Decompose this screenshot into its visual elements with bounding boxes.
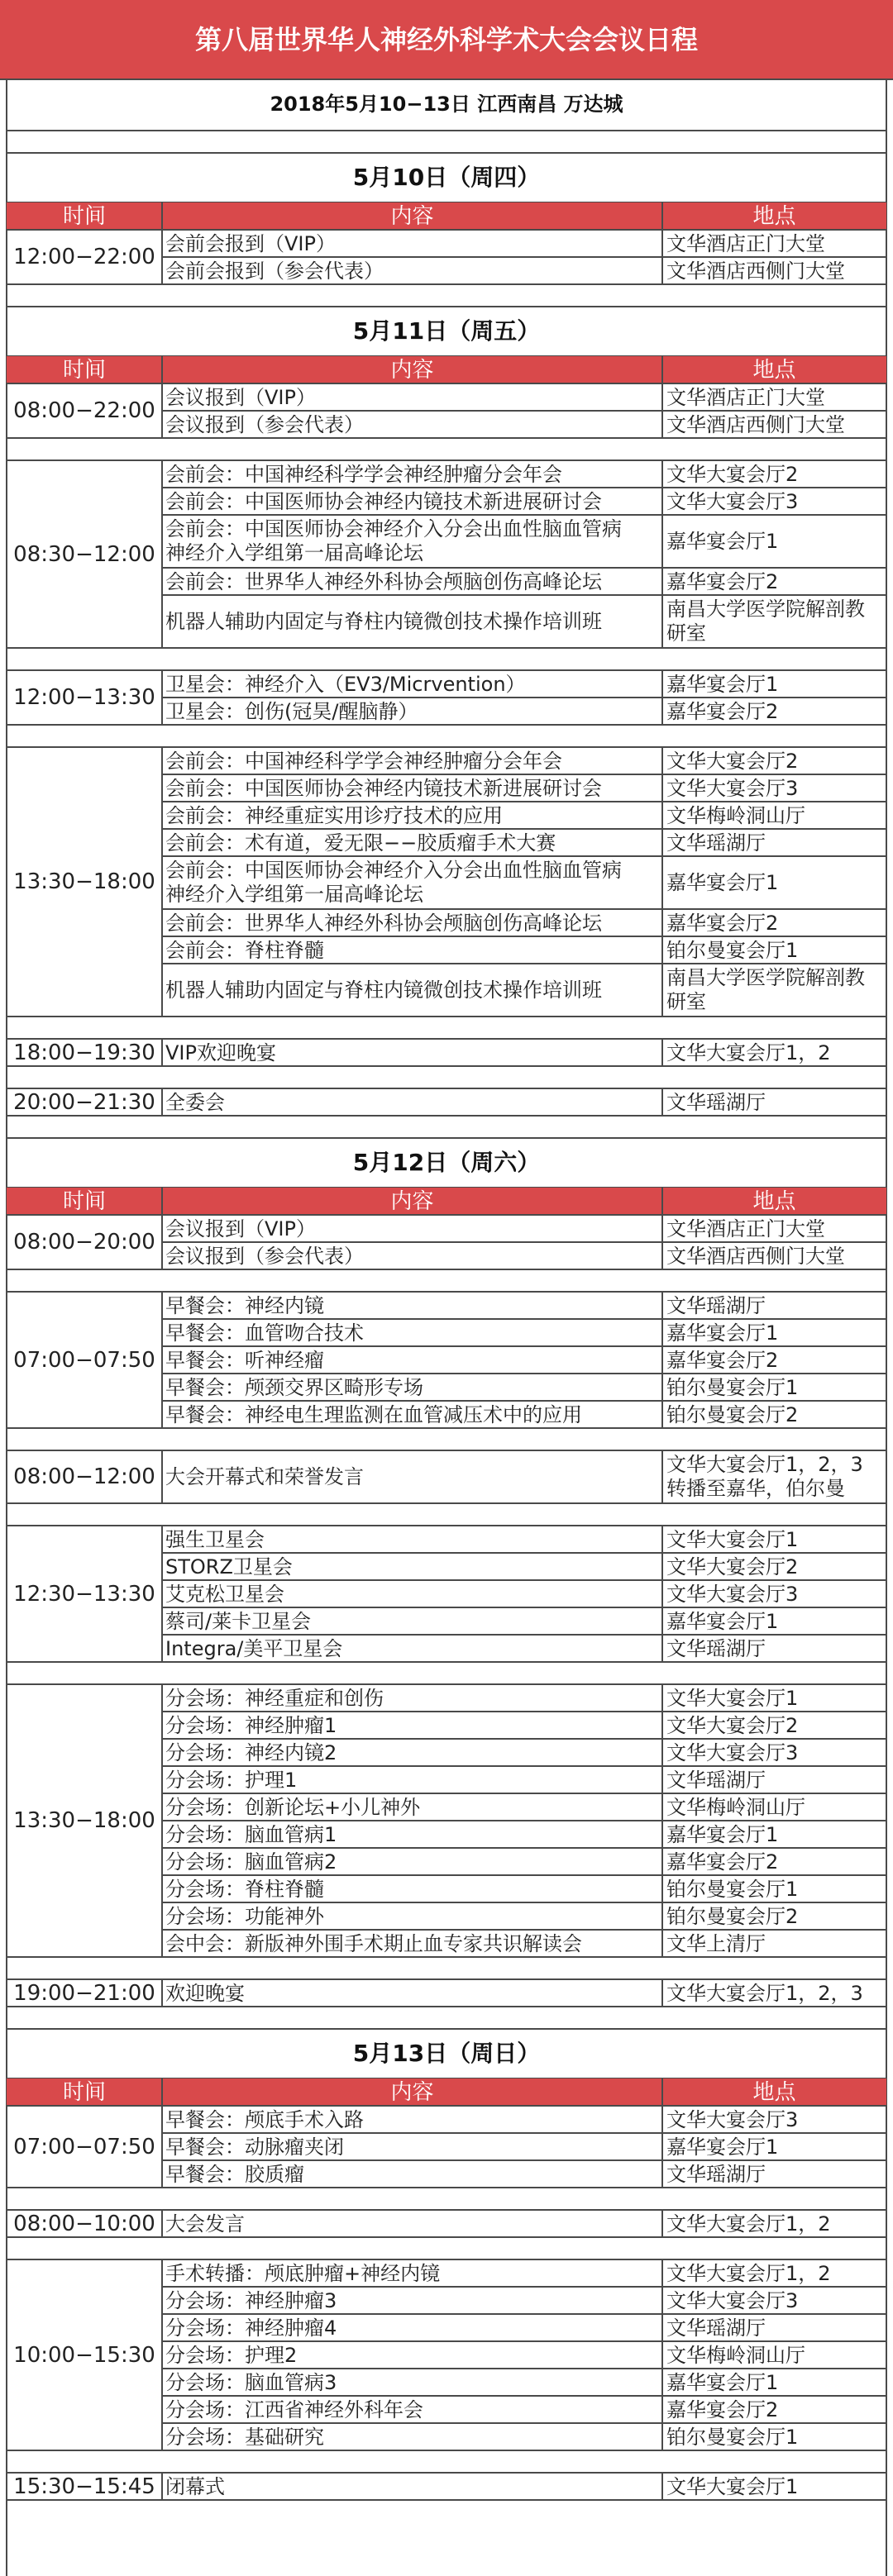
grid-line-h (162, 801, 886, 802)
grid-line-v (161, 2473, 163, 2500)
grid-line-h (7, 2028, 886, 2030)
grid-line-h (7, 1065, 886, 1067)
grid-line-v (661, 1088, 663, 1116)
session-title: 分会场：神经内镜2 (165, 1740, 337, 1764)
grid-line-v (661, 1039, 663, 1066)
grid-line-h (162, 2132, 886, 2134)
grid-line-v (161, 2106, 163, 2188)
venue: 文华大宴会厅3 (666, 2107, 799, 2131)
grid-line-h (7, 152, 886, 154)
grid-line-h (162, 2286, 886, 2288)
session-title: Integra/美平卫星会 (165, 1636, 343, 1660)
grid-line-h (7, 1525, 886, 1526)
grid-line-h (162, 1241, 886, 1243)
time-slot: 13:30−18:00 (13, 1808, 155, 1833)
time-slot: 12:00−13:30 (13, 685, 155, 710)
grid-line-h (162, 410, 886, 412)
page-title: 第八届世界华人神经外科学术大会会议日程 (194, 24, 698, 55)
grid-line-h (7, 1956, 886, 1958)
session-title: 分会场：护理1 (165, 1768, 298, 1792)
grid-line-v (661, 1215, 663, 1269)
grid-line-h (7, 2472, 886, 2474)
grid-line-h (7, 2450, 886, 2451)
grid-line-v (161, 1526, 163, 1662)
day-header: 5月13日（周日） (352, 2040, 541, 2067)
venue: 铂尔曼宴会厅2 (666, 1904, 799, 1928)
venue: 嘉华宴会厅1 (666, 2135, 779, 2159)
session-title: 会前会：术有道，爱无限−−胶质瘤手术大赛 (165, 831, 556, 855)
grid-line-h (7, 229, 886, 231)
grid-line-v (161, 202, 163, 230)
session-title: 分会场：脑血管病3 (165, 2370, 337, 2394)
time-slot: 13:30−18:00 (13, 869, 155, 894)
grid-line-h (7, 2499, 886, 2501)
session-title: 机器人辅助内固定与脊柱内镜微创技术操作培训班 (165, 610, 602, 633)
grid-line-h (162, 514, 886, 516)
venue: 文华梅岭洞山厅 (666, 2343, 805, 2367)
grid-line-v (661, 2259, 663, 2450)
grid-line-h (162, 1607, 886, 1608)
grid-line-h (162, 2159, 886, 2161)
grid-line-h (7, 1088, 886, 1089)
session-title: 分会场：神经肿瘤3 (165, 2288, 337, 2312)
header-time: 时间 (62, 2080, 106, 2105)
session-title: 会前会报到（VIP） (165, 231, 336, 255)
session-title: 会前会：中国医师协会神经介入分会出血性脑血管病 神经介入学组第一届高峰论坛 (165, 859, 622, 906)
time-slot: 12:00−22:00 (13, 245, 155, 269)
time-slot: 07:00−07:50 (13, 2134, 155, 2159)
session-title: 分会场：脊柱脊髓 (165, 1877, 324, 1901)
session-title: 蔡司/莱卡卫星会 (165, 1609, 312, 1633)
grid-line-v (6, 79, 7, 2576)
header-content: 内容 (390, 2080, 434, 2105)
session-title: 大会发言 (165, 2212, 245, 2236)
time-slot: 08:00−22:00 (13, 398, 155, 423)
grid-line-h (162, 1373, 886, 1374)
session-title: 早餐会：动脉瘤夹闭 (165, 2135, 344, 2159)
grid-line-h (7, 2236, 886, 2238)
session-title: STORZ卫星会 (165, 1555, 293, 1578)
day-header: 5月11日（周五） (352, 317, 541, 345)
session-title: 手术转播：颅底肿瘤+神经内镜 (165, 2261, 441, 2285)
session-title: 会议报到（参会代表） (165, 1244, 364, 1268)
grid-line-v (161, 1292, 163, 1428)
venue: 文华瑶湖厅 (666, 1293, 766, 1317)
session-title: 全委会 (165, 1090, 225, 1114)
grid-line-h (162, 963, 886, 964)
session-title: 卫星会：神经介入（EV3/Micrvention） (165, 672, 526, 696)
grid-line-h (7, 130, 886, 131)
grid-line-h (7, 1016, 886, 1017)
grid-line-h (7, 2187, 886, 2188)
grid-line-h (7, 1683, 886, 1685)
grid-line-v (661, 230, 663, 284)
grid-line-v (161, 1684, 163, 1957)
venue: 南昌大学医学院解剖教 研室 (666, 598, 865, 645)
grid-line-h (162, 936, 886, 937)
venue: 文华大宴会厅3 (666, 2288, 799, 2312)
grid-line-h (7, 1450, 886, 1451)
grid-line-h (7, 1502, 886, 1504)
venue: 文华酒店西侧门大堂 (666, 412, 845, 436)
session-title: 会议报到（VIP） (165, 1217, 316, 1240)
session-title: 机器人辅助内固定与脊柱内镜微创技术操作培训班 (165, 978, 602, 1002)
venue: 文华上清厅 (666, 1931, 766, 1955)
venue: 文华酒店正门大堂 (666, 231, 825, 255)
grid-line-v (161, 1450, 163, 1503)
grid-line-v (161, 383, 163, 438)
venue: 文华瑶湖厅 (666, 2316, 766, 2340)
venue: 文华大宴会厅1 (666, 1686, 799, 1710)
grid-line-v (661, 1526, 663, 1662)
grid-line-h (0, 79, 893, 80)
session-title: 艾克松卫星会 (165, 1582, 284, 1606)
header-time: 时间 (62, 1189, 106, 1214)
grid-line-v (661, 1292, 663, 1428)
time-slot: 07:00−07:50 (13, 1347, 155, 1373)
grid-line-h (7, 383, 886, 384)
venue: 文华酒店西侧门大堂 (666, 1244, 845, 1268)
grid-line-h (7, 647, 886, 649)
venue: 嘉华宴会厅1 (666, 1609, 779, 1633)
header-content: 内容 (390, 204, 434, 229)
header-time: 时间 (62, 358, 106, 383)
grid-line-v (661, 356, 663, 383)
session-title: 会议报到（参会代表） (165, 412, 364, 436)
grid-line-v (661, 670, 663, 725)
venue: 文华大宴会厅2 (666, 1555, 799, 1578)
session-title: 早餐会：听神经瘤 (165, 1348, 324, 1372)
session-title: 闭幕式 (165, 2474, 225, 2498)
venue: 铂尔曼宴会厅1 (666, 2425, 799, 2449)
time-slot: 08:30−12:00 (13, 541, 155, 567)
grid-line-v (661, 2210, 663, 2237)
session-title: 大会开幕式和荣誉发言 (165, 1465, 364, 1488)
time-slot: 15:30−15:45 (13, 2474, 155, 2499)
session-title: 分会场：功能神外 (165, 1904, 324, 1928)
venue: 文华瑶湖厅 (666, 1636, 766, 1660)
venue: 嘉华宴会厅1 (666, 1822, 779, 1846)
time-slot: 08:00−12:00 (13, 1464, 155, 1489)
grid-line-v (661, 1450, 663, 1503)
grid-line-h (162, 1318, 886, 1320)
grid-line-v (661, 460, 663, 648)
grid-line-h (162, 2368, 886, 2369)
venue: 文华酒店正门大堂 (666, 1217, 825, 1240)
time-slot: 08:00−20:00 (13, 1230, 155, 1255)
venue: 文华大宴会厅1 (666, 2474, 799, 2498)
grid-line-v (161, 747, 163, 1017)
grid-line-h (7, 1661, 886, 1663)
grid-line-v (161, 1215, 163, 1269)
grid-line-h (162, 1793, 886, 1794)
venue: 铂尔曼宴会厅1 (666, 938, 799, 962)
grid-line-h (162, 1552, 886, 1554)
grid-line-v (161, 1039, 163, 1066)
header-content: 内容 (390, 1189, 434, 1214)
header-content: 内容 (390, 358, 434, 383)
venue: 文华大宴会厅2 (666, 749, 799, 773)
venue: 文华大宴会厅3 (666, 1740, 799, 1764)
event-date-location: 2018年5月10−13日 江西南昌 万达城 (270, 93, 623, 116)
grid-line-h (7, 1115, 886, 1117)
session-title: 会议报到（VIP） (165, 385, 316, 409)
grid-line-h (162, 828, 886, 830)
grid-line-h (7, 459, 886, 461)
grid-line-h (7, 1291, 886, 1293)
session-title: 早餐会：颅颈交界区畸形专场 (165, 1375, 423, 1399)
venue: 文华大宴会厅2 (666, 1713, 799, 1737)
venue: 文华酒店西侧门大堂 (666, 259, 845, 283)
session-title: 早餐会：胶质瘤 (165, 2162, 304, 2186)
grid-line-h (7, 1214, 886, 1216)
venue: 文华梅岭洞山厅 (666, 1795, 805, 1819)
session-title: 会前会：中国医师协会神经介入分会出血性脑血管病 神经介入学组第一届高峰论坛 (165, 517, 622, 564)
time-slot: 19:00−21:00 (13, 1980, 155, 2006)
grid-line-v (661, 1188, 663, 1215)
session-title: 分会场：创新论坛+小儿神外 (165, 1795, 421, 1819)
venue: 文华大宴会厅3 (666, 776, 799, 800)
venue: 文华梅岭洞山厅 (666, 803, 805, 827)
venue: 文华瑶湖厅 (666, 1090, 766, 1114)
grid-line-h (162, 1579, 886, 1581)
venue: 铂尔曼宴会厅2 (666, 1402, 799, 1426)
grid-line-v (661, 1684, 663, 1957)
grid-line-h (7, 2006, 886, 2007)
session-title: 会前会：脊柱脊髓 (165, 938, 324, 962)
grid-line-h (7, 746, 886, 748)
grid-line-v (161, 2078, 163, 2106)
grid-line-v (161, 1979, 163, 2007)
grid-line-h (162, 2422, 886, 2424)
session-title: 分会场：江西省神经外科年会 (165, 2397, 423, 2421)
header-time: 时间 (62, 204, 106, 229)
venue: 嘉华宴会厅2 (666, 699, 779, 723)
venue: 文华瑶湖厅 (666, 831, 766, 855)
venue: 嘉华宴会厅2 (666, 1850, 779, 1874)
venue: 南昌大学医学院解剖教 研室 (666, 966, 865, 1013)
grid-line-h (162, 1400, 886, 1402)
grid-line-h (7, 1038, 886, 1040)
grid-line-h (162, 855, 886, 857)
grid-line-h (162, 594, 886, 596)
grid-line-h (162, 1929, 886, 1931)
venue: 文华大宴会厅2 (666, 462, 799, 486)
time-slot: 10:00−15:30 (13, 2342, 155, 2368)
session-title: 卫星会：创伤(冠昊/醒脑静） (165, 699, 418, 723)
venue: 嘉华宴会厅1 (666, 530, 779, 553)
grid-line-h (162, 1820, 886, 1821)
grid-line-v (161, 2210, 163, 2237)
session-title: 会前会：中国医师协会神经内镜技术新进展研讨会 (165, 489, 602, 513)
session-title: 会前会：神经重症实用诊疗技术的应用 (165, 803, 503, 827)
venue: 文华大宴会厅1，2，3 (666, 1981, 863, 2005)
grid-line-h (162, 697, 886, 698)
grid-line-h (162, 1345, 886, 1347)
grid-line-h (7, 2259, 886, 2260)
grid-line-h (162, 1902, 886, 1903)
grid-line-v (161, 356, 163, 383)
session-title: VIP欢迎晚宴 (165, 1040, 276, 1064)
grid-line-h (162, 908, 886, 910)
grid-line-h (7, 2209, 886, 2211)
grid-line-h (162, 2395, 886, 2397)
session-title: 会前会：中国神经科学学会神经肿瘤分会年会 (165, 749, 562, 773)
grid-line-v (661, 2106, 663, 2188)
venue: 文华大宴会厅1，2 (666, 2261, 831, 2285)
grid-line-v (161, 1088, 163, 1116)
grid-line-h (7, 1978, 886, 1980)
grid-line-v (661, 2078, 663, 2106)
grid-line-h (162, 1847, 886, 1849)
grid-line-v (661, 383, 663, 438)
grid-line-v (161, 230, 163, 284)
session-title: 会前会：世界华人神经外科协会颅脑创伤高峰论坛 (165, 911, 602, 935)
grid-line-h (162, 1711, 886, 1712)
time-slot: 08:00−10:00 (13, 2211, 155, 2236)
grid-line-h (7, 1269, 886, 1270)
session-title: 会前会报到（参会代表） (165, 259, 384, 283)
grid-line-h (162, 1738, 886, 1740)
session-title: 强生卫星会 (165, 1527, 265, 1551)
grid-line-h (162, 774, 886, 775)
grid-line-h (7, 669, 886, 671)
time-slot: 18:00−19:30 (13, 1040, 155, 1065)
grid-line-h (162, 1874, 886, 1876)
venue: 文华大宴会厅3 (666, 1582, 799, 1606)
grid-line-v (661, 2473, 663, 2500)
grid-line-v (661, 1979, 663, 2007)
grid-line-v (661, 202, 663, 230)
session-title: 欢迎晚宴 (165, 1981, 245, 2005)
session-title: 早餐会：颅底手术入路 (165, 2107, 364, 2131)
grid-line-h (7, 283, 886, 285)
grid-line-h (162, 256, 886, 258)
session-title: 会前会：中国神经科学学会神经肿瘤分会年会 (165, 462, 562, 486)
grid-line-h (7, 437, 886, 439)
venue: 嘉华宴会厅1 (666, 672, 779, 696)
venue: 铂尔曼宴会厅1 (666, 1877, 799, 1901)
grid-line-v (161, 1188, 163, 1215)
venue: 嘉华宴会厅1 (666, 2370, 779, 2394)
grid-line-h (162, 487, 886, 488)
session-title: 会前会：中国医师协会神经内镜技术新进展研讨会 (165, 776, 602, 800)
header-location: 地点 (752, 204, 796, 229)
grid-line-h (7, 2105, 886, 2107)
venue: 嘉华宴会厅1 (666, 871, 779, 894)
session-title: 分会场：脑血管病1 (165, 1822, 337, 1846)
day-header: 5月10日（周四） (352, 164, 541, 191)
time-slot: 20:00−21:30 (13, 1089, 155, 1115)
venue: 文华大宴会厅3 (666, 489, 799, 513)
session-title: 分会场：护理2 (165, 2343, 298, 2367)
grid-line-h (162, 1765, 886, 1767)
grid-line-h (7, 724, 886, 726)
grid-line-v (161, 2259, 163, 2450)
grid-line-h (7, 1137, 886, 1139)
venue: 嘉华宴会厅2 (666, 2397, 779, 2421)
header-location: 地点 (752, 2080, 796, 2105)
grid-line-v (161, 670, 163, 725)
grid-line-h (162, 1634, 886, 1636)
grid-line-h (162, 567, 886, 569)
session-title: 会中会：新版神外围手术期止血专家共识解读会 (165, 1931, 582, 1955)
session-title: 早餐会：血管吻合技术 (165, 1321, 364, 1345)
venue: 文华大宴会厅1 (666, 1527, 799, 1551)
session-title: 早餐会：神经电生理监测在血管减压术中的应用 (165, 1402, 582, 1426)
grid-line-h (7, 1427, 886, 1429)
header-location: 地点 (752, 1189, 796, 1214)
day-header: 5月12日（周六） (352, 1149, 541, 1176)
grid-line-h (7, 306, 886, 307)
venue: 文华酒店正门大堂 (666, 385, 825, 409)
venue: 文华大宴会厅1，2 (666, 2212, 831, 2236)
grid-line-h (162, 2340, 886, 2342)
header-location: 地点 (752, 358, 796, 383)
time-slot: 12:30−13:30 (13, 1581, 155, 1607)
venue: 嘉华宴会厅2 (666, 569, 779, 593)
session-title: 会前会：世界华人神经外科协会颅脑创伤高峰论坛 (165, 569, 602, 593)
venue: 文华瑶湖厅 (666, 2162, 766, 2186)
session-title: 分会场：神经重症和创伤 (165, 1686, 384, 1710)
venue: 文华大宴会厅1，2 (666, 1040, 831, 1064)
session-title: 分会场：神经肿瘤4 (165, 2316, 337, 2340)
session-title: 分会场：神经肿瘤1 (165, 1713, 337, 1737)
session-title: 分会场：脑血管病2 (165, 1850, 337, 1874)
grid-line-v (161, 460, 163, 648)
grid-line-v (661, 747, 663, 1017)
venue: 文华大宴会厅1，2，3 转播至嘉华，伯尔曼 (666, 1453, 863, 1500)
session-title: 早餐会：神经内镜 (165, 1293, 324, 1317)
venue: 文华瑶湖厅 (666, 1768, 766, 1792)
grid-line-v (886, 79, 887, 2576)
venue: 铂尔曼宴会厅1 (666, 1375, 799, 1399)
venue: 嘉华宴会厅2 (666, 1348, 779, 1372)
venue: 嘉华宴会厅1 (666, 1321, 779, 1345)
grid-line-h (162, 2313, 886, 2315)
venue: 嘉华宴会厅2 (666, 911, 779, 935)
session-title: 分会场：基础研究 (165, 2425, 324, 2449)
